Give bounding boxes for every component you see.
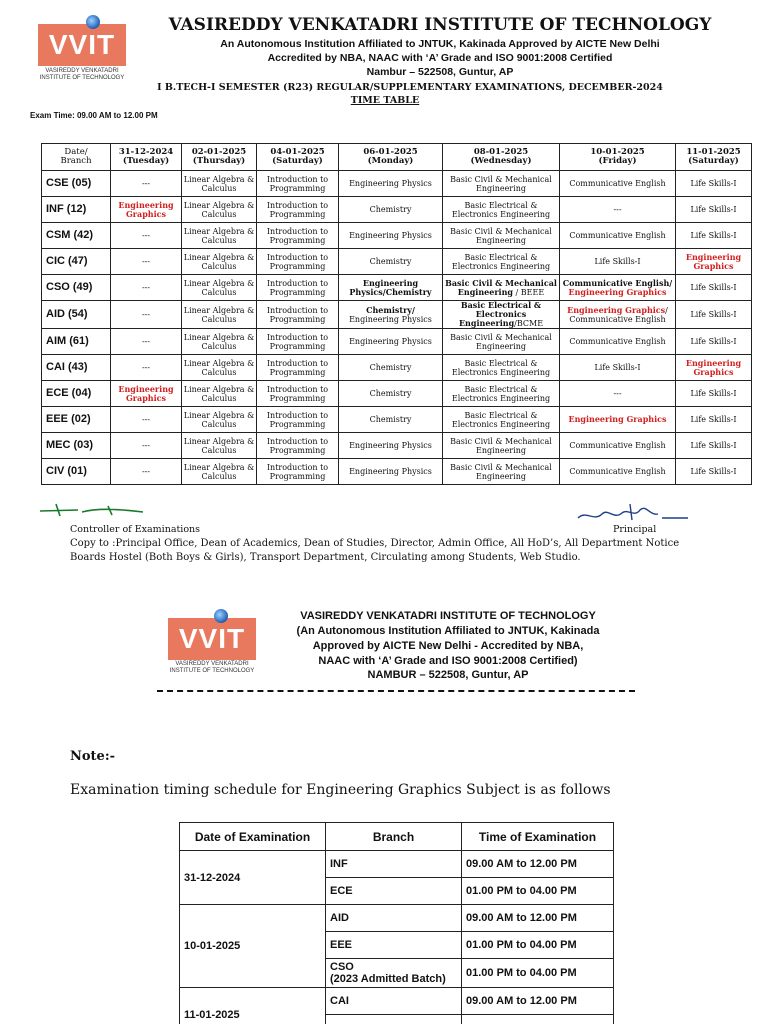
table-row — [42, 275, 752, 301]
exam-timetable — [41, 143, 752, 485]
eg-header-cell: Branch — [326, 823, 462, 851]
eg-header-cell: Time of Examination — [462, 823, 614, 851]
table-row — [42, 459, 752, 485]
header2-line4: NAMBUR – 522508, Guntur, AP — [367, 669, 529, 681]
table-cell: Communicative English — [560, 171, 676, 197]
table-cell: --- — [111, 459, 182, 485]
header-cell: 11-01-2025 (Saturday) — [676, 144, 752, 171]
table-cell: Engineering Physics/Chemistry — [339, 275, 443, 301]
table-cell: Linear Algebra & Calculus — [182, 223, 257, 249]
table-cell: Basic Civil & Mechanical Engineering / BEEE — [443, 275, 560, 301]
branch-cell: INF (12) — [42, 197, 111, 223]
logo-text: VVIT — [48, 29, 116, 60]
table-cell: Engineering Physics — [339, 329, 443, 355]
globe-icon — [86, 15, 100, 29]
header-cell: Date/ Branch — [42, 144, 111, 171]
table-row — [42, 249, 752, 275]
institute-title: VASIREDDY VENKATADRI INSTITUTE OF TECHNOLOGY — [168, 15, 712, 35]
header-cell: 06-01-2025 (Monday) — [339, 144, 443, 171]
table-cell: Basic Civil & Mechanical Engineering — [443, 223, 560, 249]
header2-line2: Approved by AICTE New Delhi - Accredited by NBA, — [312, 640, 584, 652]
table-cell: Linear Algebra & Calculus — [182, 407, 257, 433]
table-cell: Linear Algebra & Calculus — [182, 355, 257, 381]
table-row — [42, 381, 752, 407]
table-cell: Introduction to Programming — [257, 249, 339, 275]
table-cell: Life Skills-I — [560, 249, 676, 275]
table-row — [42, 171, 752, 197]
table-cell: Life Skills-I — [676, 171, 752, 197]
table-cell: Chemistry — [339, 249, 443, 275]
eg-header-row — [180, 823, 614, 851]
table-cell: Basic Electrical & Electronics Engineering — [443, 355, 560, 381]
table-cell: Engineering Physics — [339, 459, 443, 485]
globe-icon-2 — [214, 609, 228, 623]
branch-cell: CIV (01) — [42, 459, 111, 485]
eg-branch-cell: INF — [326, 851, 462, 878]
eg-time-cell: 01.00 PM to 04.00 PM — [462, 959, 614, 988]
logo-caption-line1: VASIREDDY VENKATADRI — [45, 68, 119, 74]
controller-signature — [38, 500, 148, 520]
branch-cell: CSO (49) — [42, 275, 111, 301]
table-cell: Basic Electrical & Electronics Engineering/BCME — [443, 301, 560, 329]
table-cell: Engineering Graphics — [560, 407, 676, 433]
table-cell: Life Skills-I — [676, 301, 752, 329]
copy-to-line2: Boards Hostel (Both Boys & Girls), Transport Department, Circulating among Students, Web Studio. — [70, 552, 581, 563]
table-cell: Life Skills-I — [676, 275, 752, 301]
principal-label: Principal — [613, 524, 657, 535]
table-cell: Linear Algebra & Calculus — [182, 459, 257, 485]
table-cell: Engineering Physics — [339, 223, 443, 249]
table-cell: --- — [560, 197, 676, 223]
table-cell: Introduction to Programming — [257, 171, 339, 197]
table-cell: Life Skills-I — [560, 355, 676, 381]
branch-cell: ECE (04) — [42, 381, 111, 407]
table-cell: Introduction to Programming — [257, 381, 339, 407]
eg-date-cell: 11-01-2025 — [180, 988, 326, 1024]
table-cell: Communicative English — [560, 223, 676, 249]
table-cell: Basic Civil & Mechanical Engineering — [443, 171, 560, 197]
logo-caption-line2: INSTITUTE OF TECHNOLOGY — [39, 75, 125, 81]
branch-cell: AIM (61) — [42, 329, 111, 355]
eg-time-cell: 01.00 PM to 04.00 PM — [462, 878, 614, 905]
table-cell: Basic Electrical & Electronics Engineering — [443, 381, 560, 407]
table-cell: Engineering Physics — [339, 433, 443, 459]
table-cell: Introduction to Programming — [257, 433, 339, 459]
vvit-logo — [38, 24, 126, 66]
branch-cell: MEC (03) — [42, 433, 111, 459]
header-cell: 10-01-2025 (Friday) — [560, 144, 676, 171]
eg-time-cell: 01.00 PM to 04.00 PM — [462, 932, 614, 959]
table-cell: --- — [111, 223, 182, 249]
note-text: Examination timing schedule for Engineering Graphics Subject is as follows — [70, 782, 611, 798]
branch-cell: CSE (05) — [42, 171, 111, 197]
institute-title-2: VASIREDDY VENKATADRI INSTITUTE OF TECHNOLOGY — [300, 610, 596, 622]
table-cell: Introduction to Programming — [257, 459, 339, 485]
logo-caption-2-line2: INSTITUTE OF TECHNOLOGY — [169, 668, 255, 674]
eg-schedule-table — [179, 822, 614, 1024]
table-row — [42, 433, 752, 459]
table-row — [42, 355, 752, 381]
exam-title: I B.TECH-I SEMESTER (R23) REGULAR/SUPPLEMENTARY EXAMINATIONS, DECEMBER-2024 — [157, 82, 663, 93]
table-row — [42, 301, 752, 329]
table-row — [42, 223, 752, 249]
table-cell: Introduction to Programming — [257, 301, 339, 329]
table-cell: Linear Algebra & Calculus — [182, 433, 257, 459]
table-cell: Communicative English — [560, 459, 676, 485]
logo-caption — [30, 68, 134, 82]
table-cell: Linear Algebra & Calculus — [182, 329, 257, 355]
table-row — [180, 905, 614, 932]
header2-line1: (An Autonomous Institution Affiliated to JNTUK, Kakinada — [296, 625, 600, 637]
branch-cell: CSM (42) — [42, 223, 111, 249]
logo-caption-2 — [160, 661, 264, 675]
table-cell: --- — [560, 381, 676, 407]
table-cell: Introduction to Programming — [257, 329, 339, 355]
table-cell: --- — [111, 301, 182, 329]
table-cell: Linear Algebra & Calculus — [182, 301, 257, 329]
table-cell: Basic Civil & Mechanical Engineering — [443, 433, 560, 459]
table-cell: Engineering Graphics — [676, 249, 752, 275]
header-cell: 08-01-2025 (Wednesday) — [443, 144, 560, 171]
table-cell: Linear Algebra & Calculus — [182, 249, 257, 275]
table-cell: Communicative English — [560, 433, 676, 459]
branch-cell: AID (54) — [42, 301, 111, 329]
eg-branch-cell: ECE — [326, 878, 462, 905]
dashed-divider — [157, 690, 635, 692]
table-cell: Linear Algebra & Calculus — [182, 275, 257, 301]
table-row — [42, 407, 752, 433]
table-cell: Basic Electrical & Electronics Engineering — [443, 197, 560, 223]
table-cell: Engineering Graphics — [111, 381, 182, 407]
table-cell: --- — [111, 249, 182, 275]
table-row — [42, 197, 752, 223]
table-cell: --- — [111, 329, 182, 355]
header-line1: An Autonomous Institution Affiliated to JNTUK, Kakinada Approved by AICTE New Delhi — [220, 38, 660, 50]
table-cell: Basic Electrical & Electronics Engineering — [443, 249, 560, 275]
table-cell: --- — [111, 433, 182, 459]
table-cell: Chemistry — [339, 381, 443, 407]
table-cell: Introduction to Programming — [257, 275, 339, 301]
copy-to-line1: Copy to :Principal Office, Dean of Academics, Dean of Studies, Director, Admin Office, All HoD’s, All Department Notice — [70, 538, 680, 549]
eg-date-cell: 31-12-2024 — [180, 851, 326, 905]
branch-cell: CAI (43) — [42, 355, 111, 381]
table-cell: Life Skills-I — [676, 329, 752, 355]
timetable-header-row — [42, 144, 752, 171]
eg-branch-cell: CSO (2023 Admitted Batch) — [326, 959, 462, 988]
table-cell: Chemistry — [339, 407, 443, 433]
header-cell: 04-01-2025 (Saturday) — [257, 144, 339, 171]
table-cell: Life Skills-I — [676, 223, 752, 249]
table-cell: Chemistry — [339, 197, 443, 223]
vvit-logo-2 — [168, 618, 256, 660]
table-cell: Engineering Graphics/ Communicative English — [560, 301, 676, 329]
eg-branch-cell — [326, 1015, 462, 1024]
table-cell: Basic Civil & Mechanical Engineering — [443, 459, 560, 485]
table-cell: --- — [111, 407, 182, 433]
branch-cell: EEE (02) — [42, 407, 111, 433]
table-cell: Basic Electrical & Electronics Engineering — [443, 407, 560, 433]
controller-label: Controller of Examinations — [70, 524, 201, 535]
table-row — [180, 851, 614, 878]
logo-caption-2-line1: VASIREDDY VENKATADRI — [175, 661, 249, 667]
header-line3: Nambur – 522508, Guntur, AP — [366, 66, 514, 78]
table-row — [42, 329, 752, 355]
table-cell: --- — [111, 171, 182, 197]
table-cell: --- — [111, 275, 182, 301]
table-cell: Introduction to Programming — [257, 223, 339, 249]
header-cell: 31-12-2024 (Tuesday) — [111, 144, 182, 171]
exam-time: Exam Time: 09.00 AM to 12.00 PM — [30, 111, 158, 120]
table-cell: Introduction to Programming — [257, 407, 339, 433]
note-label: Note:- — [70, 749, 116, 764]
eg-time-cell: 09.00 AM to 12.00 PM — [462, 988, 614, 1015]
table-row — [180, 988, 614, 1015]
eg-branch-cell: CAI — [326, 988, 462, 1015]
table-cell: Introduction to Programming — [257, 355, 339, 381]
header-cell: 02-01-2025 (Thursday) — [182, 144, 257, 171]
table-cell: Linear Algebra & Calculus — [182, 381, 257, 407]
table-cell: Life Skills-I — [676, 381, 752, 407]
eg-time-cell — [462, 1015, 614, 1024]
header-line2: Accredited by NBA, NAAC with ‘A’ Grade and ISO 9001:2008 Certified — [267, 52, 613, 64]
table-cell: Engineering Graphics — [676, 355, 752, 381]
table-cell: Chemistry — [339, 355, 443, 381]
eg-time-cell: 09.00 AM to 12.00 PM — [462, 905, 614, 932]
table-cell: Communicative English/ Engineering Graphics — [560, 275, 676, 301]
table-cell: Engineering Physics — [339, 171, 443, 197]
table-cell: Linear Algebra & Calculus — [182, 197, 257, 223]
time-table-title: TIME TABLE — [350, 95, 420, 106]
table-cell: Engineering Graphics — [111, 197, 182, 223]
table-cell: Communicative English — [560, 329, 676, 355]
eg-time-cell: 09.00 AM to 12.00 PM — [462, 851, 614, 878]
logo-text-2: VVIT — [178, 623, 246, 654]
eg-header-cell: Date of Examination — [180, 823, 326, 851]
table-cell: --- — [111, 355, 182, 381]
eg-branch-cell: EEE — [326, 932, 462, 959]
table-cell: Linear Algebra & Calculus — [182, 171, 257, 197]
table-cell: Introduction to Programming — [257, 197, 339, 223]
branch-cell: CIC (47) — [42, 249, 111, 275]
table-cell: Basic Civil & Mechanical Engineering — [443, 329, 560, 355]
table-cell: Life Skills-I — [676, 433, 752, 459]
table-cell: Life Skills-I — [676, 407, 752, 433]
table-cell: Life Skills-I — [676, 197, 752, 223]
header2-line3: NAAC with ‘A’ Grade and ISO 9001:2008 Certified) — [318, 655, 578, 667]
table-cell: Life Skills-I — [676, 459, 752, 485]
eg-branch-cell: AID — [326, 905, 462, 932]
table-cell: Chemistry/ Engineering Physics — [339, 301, 443, 329]
eg-date-cell: 10-01-2025 — [180, 905, 326, 988]
